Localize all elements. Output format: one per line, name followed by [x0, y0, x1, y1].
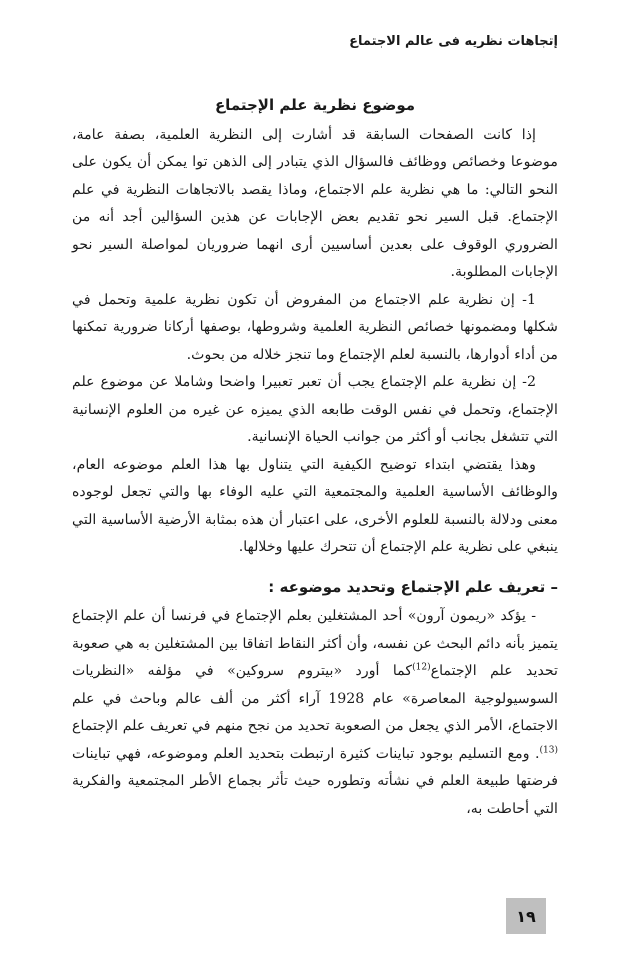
paragraph-aron-part-c: . ومع التسليم بوجود تباينات كثيرة ارتبطت بتحديد العلم وموضوعه، فهي تباينات فرضتها طبيعة العلم في نشأته وتطوره حيث تأثر بجماع الأطر المجتمعية والفكرية التي أحاطت به، [72, 745, 558, 817]
section-title-definition: – تعريف علم الإجتماع وتحديد موضوعه : [268, 577, 558, 596]
section-title-theory-subject: موضوع نظرية علم الإجتماع [214, 96, 416, 114]
page-number-badge: ١٩ [506, 898, 546, 934]
paragraph-point-2: 2- إن نظرية علم الإجتماع يجب أن تعبر تعبيرا واضحا وشاملا عن موضوع علم الإجتماع، وتحمل في نفس الوقت طابعه الذي يميزه عن غيره من العلوم الإنسانية التي تتشغل بجانب أو أكثر من جوانب الحياة الإنسانية. [72, 374, 558, 445]
paragraph-point-1: 1- إن نظرية علم الاجتماع من المفروض أن تكون نظرية علمية وتحمل في شكلها ومضمونها خصائص النظرية العلمية وشروطها، بوصفها أركانا ضرورية تمكنها من أداء أدوارها، بالنسبة لعلم الإجتماع وما تنجز خلاله من بحوث. [72, 291, 558, 363]
paragraph-intro: إذا كانت الصفحات السابقة قد أشارت إلى النظرية العلمية، بصفة عامة، موضوعا وخصائص ووظائف فالسؤال الذي يتبادر إلى الذهن توا يمكن أن يكون على النحو التالي: ما هي نظرية علم الاجتماع، وماذا يقصد بالاتجاهات النظرية في علم الإجتماع. قبل السير نحو تقديم بعض الإجابات عن هذين السؤالين أجد أنه من الضروري الوقوف على بعدين أساسيين أرى انهما ضروريان لمواصلة السير نحو الإجابات المطلوبة. [72, 126, 558, 280]
footnote-marker-13: (13) [539, 744, 558, 755]
running-header: إتجاهات نظريه فى عالم الاجتماع [349, 34, 558, 49]
footnote-marker-12: (12) [412, 662, 431, 673]
paragraph-explanation: وهذا يقتضي ابتداء توضيح الكيفية التي يتناول بها هذا العلم موضوعه العام، والوظائف الأساسية العلمية والمجتمعية التي عليه الوفاء بها والتي تجعل لوجوده معنى ودلالة بالنسبة للعلوم الأخرى، على اعتبار أن هذه بمثابة الأرضية الأساسية التي ينبغي على نظرية علم الإجتماع أن تتحرك عليها وخلالها. [72, 456, 558, 555]
paragraph-aron-part-a: - يؤكد «ريمون آرون» أحد المشتغلين بعلم الإجتماع في فرنسا أن علم الإجتماع يتميز بأنه دائم البحث عن نفسه، وأن أكثر النقاط اتفاقا بين المشتغلين به هي صعوبة تحديد علم الإجتماع [72, 608, 559, 679]
paragraph-aron-part-b: كما أورد «بيتروم سروكين» في مؤلفه «النظريات السوسيولوجية المعاصرة» عام 1928 آراء أكثر من ألف عالم وباحث في علم الاجتماع، الأمر الذي يجعل من الصعوبة تحديد من نجح منهم في تعريف علم الإجتماع [72, 663, 558, 734]
page-body [72, 92, 558, 823]
paragraph-aron [72, 603, 558, 823]
